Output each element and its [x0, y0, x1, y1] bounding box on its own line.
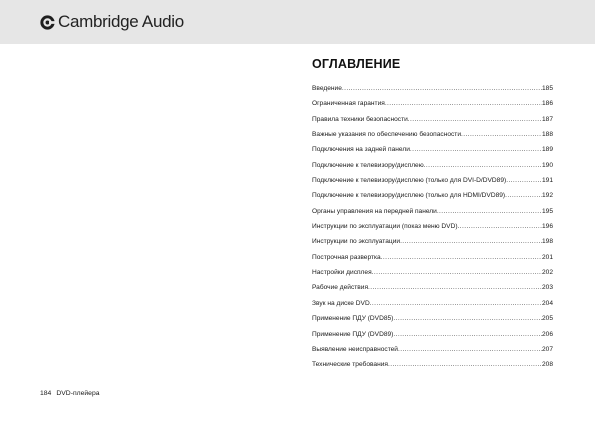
toc-entry[interactable] — [312, 161, 553, 176]
toc-entry-page: 191 — [541, 177, 553, 185]
toc-entry-title: Применение ПДУ (DVD85) — [312, 315, 394, 323]
toc-dot-leader — [370, 299, 542, 308]
toc-entry-title: Рабочие действия — [312, 284, 369, 292]
toc-entry[interactable] — [312, 283, 553, 298]
toc-entry[interactable] — [312, 253, 553, 268]
toc-entry[interactable] — [312, 268, 553, 283]
toc-entry-page: 202 — [541, 269, 553, 277]
toc-entry-page: 208 — [541, 361, 553, 369]
toc-dot-leader — [381, 253, 542, 262]
toc-entry-title: Применение ПДУ (DVD89) — [312, 330, 394, 338]
toc-entry[interactable] — [312, 84, 553, 99]
toc-entry[interactable] — [312, 191, 553, 206]
toc-entry[interactable] — [312, 115, 553, 130]
toc-dot-leader — [368, 283, 542, 292]
toc-title: ОГЛАВЛЕНИЕ — [312, 57, 401, 71]
toc-entry[interactable] — [312, 237, 553, 252]
toc-entry-title: Ограниченная гарантия — [312, 100, 385, 108]
toc-entry[interactable] — [312, 360, 553, 375]
toc-entry-title: Звук на диске DVD — [312, 299, 370, 307]
toc-entry-page: 205 — [541, 315, 553, 323]
toc-entry[interactable] — [312, 330, 553, 345]
toc-entry-title: Органы управления на передней панели — [312, 207, 437, 215]
toc-entry-page: 189 — [541, 146, 553, 154]
toc-entry-page: 190 — [541, 161, 553, 169]
toc-dot-leader — [398, 345, 542, 354]
toc-entry-title: Инструкции по эксплуатации — [312, 238, 401, 246]
toc-entry-title: Построчная развертка — [312, 253, 381, 261]
toc-entry-page: 187 — [541, 115, 553, 123]
toc-dot-leader — [388, 360, 542, 369]
toc-entry[interactable] — [312, 222, 553, 237]
toc-entry-title: Подключение к телевизору/дисплею (только для HDMI/DVD89) — [312, 192, 506, 200]
toc-dot-leader — [372, 268, 542, 277]
toc-dot-leader — [400, 237, 542, 246]
toc-entry-title: Технические требования — [312, 361, 388, 369]
header-band — [0, 0, 595, 44]
toc-dot-leader — [458, 222, 542, 231]
toc-dot-leader — [408, 115, 542, 124]
toc-dot-leader — [424, 161, 542, 170]
toc-entry-page: 186 — [541, 100, 553, 108]
toc-entry-title: Инструкции по эксплуатации (показ меню DVD) — [312, 223, 458, 231]
toc-entry-page: 206 — [541, 330, 553, 338]
toc-entry-page: 195 — [541, 207, 553, 215]
toc-entry-page: 196 — [541, 223, 553, 231]
toc-dot-leader — [342, 84, 542, 93]
toc-entry-title: Настройки дисплея — [312, 269, 372, 277]
toc-entry-title: Подключение к телевизору/дисплею — [312, 161, 424, 169]
toc-entry-page: 207 — [541, 345, 553, 353]
toc-entry-page: 198 — [541, 238, 553, 246]
toc-entry[interactable] — [312, 145, 553, 160]
toc-list — [312, 84, 553, 376]
toc-dot-leader — [506, 176, 542, 185]
toc-entry-page: 201 — [541, 253, 553, 261]
toc-entry[interactable] — [312, 99, 553, 114]
brand-logo — [40, 12, 184, 32]
toc-entry-title: Введение — [312, 85, 342, 92]
cambridge-audio-logo-icon — [40, 15, 55, 30]
toc-entry[interactable] — [312, 299, 553, 314]
brand-name: Cambridge Audio — [58, 12, 184, 31]
footer-page-number: 184 — [40, 390, 52, 397]
toc-entry[interactable] — [312, 176, 553, 191]
toc-dot-leader — [410, 145, 542, 154]
toc-entry[interactable] — [312, 207, 553, 222]
toc-dot-leader — [437, 207, 542, 216]
toc-entry-title: Важные указания по обеспечению безопасности — [312, 131, 462, 139]
toc-entry-page: 185 — [541, 85, 553, 92]
toc-dot-leader — [393, 330, 542, 339]
footer-label: DVD-плейера — [56, 390, 100, 397]
toc-dot-leader — [393, 314, 542, 323]
toc-dot-leader — [461, 130, 542, 139]
toc-dot-leader — [385, 99, 542, 108]
toc-entry-page: 204 — [541, 299, 553, 307]
toc-entry-title: Правила техники безопасности — [312, 115, 408, 123]
toc-dot-leader — [505, 191, 542, 200]
toc-entry[interactable] — [312, 345, 553, 360]
toc-entry-title: Подключение к телевизору/дисплею (только для DVI-D/DVD89) — [312, 177, 507, 185]
toc-entry[interactable] — [312, 314, 553, 329]
toc-entry-page: 203 — [541, 284, 553, 292]
toc-entry-page: 192 — [541, 192, 553, 200]
toc-entry[interactable] — [312, 130, 553, 145]
toc-entry-title: Подключения на задней панели — [312, 146, 410, 154]
toc-entry-page: 188 — [541, 131, 553, 139]
toc-entry-title: Выявление неисправностей — [312, 345, 398, 353]
page-footer — [40, 390, 100, 397]
